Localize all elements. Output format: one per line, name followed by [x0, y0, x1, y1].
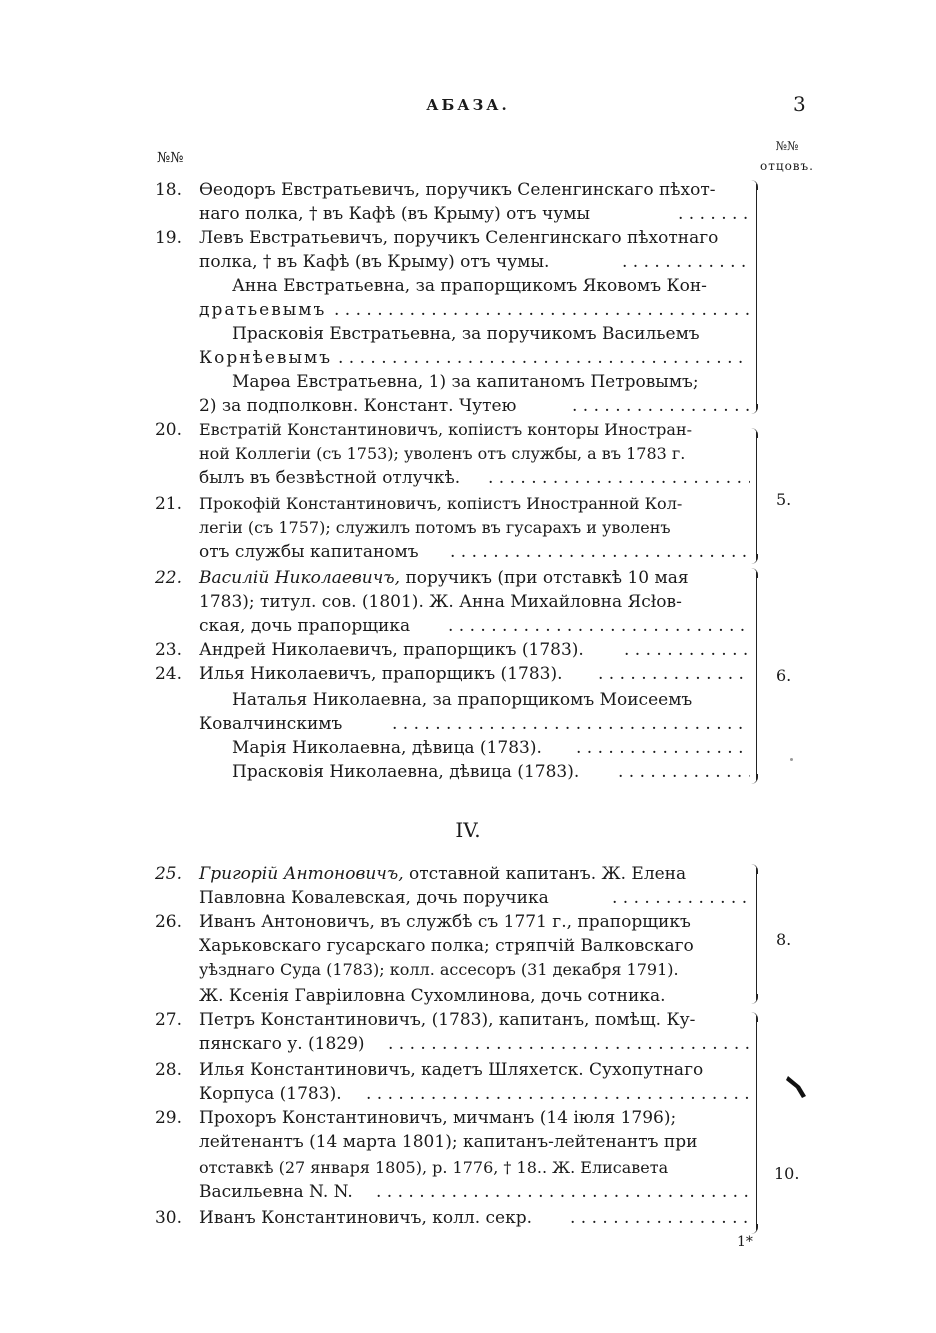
father-number-6: 6.	[776, 666, 792, 685]
entry-text: легіи (съ 1757); служилъ потомъ въ гусарахъ и уволенъ	[199, 518, 671, 537]
entry-text: Илья Николаевичъ, прапорщикъ (1783).	[199, 664, 563, 684]
brace-5	[756, 1016, 765, 1230]
entry-text: 2) за подполковн. Констант. Чутею	[199, 396, 517, 416]
entry-text: пянскаго у. (1829)	[199, 1034, 365, 1054]
entry-text: ной Коллегіи (съ 1753); уволенъ отъ службы, а въ 1783 г.	[199, 444, 686, 463]
entry-text: Прасковія Евстратьевна, за поручикомъ Васильемъ	[232, 324, 700, 344]
entry-number: 30.	[154, 1208, 182, 1228]
running-header-title: АБАЗА.	[426, 96, 510, 114]
father-number-5: 5.	[776, 490, 792, 509]
entry-text: Левъ Евстратьевичъ, поручикъ Селенгинскаго пѣхотнаго	[199, 228, 719, 248]
entry-name: Василій Николаевичъ,	[199, 568, 401, 588]
father-number-8: 8.	[776, 930, 792, 949]
entry-number: 20.	[154, 420, 182, 440]
entry-text: Прокофій Константиновичъ, копіистъ Иностранной Кол-	[199, 494, 683, 513]
entry-text: Наталья Николаевна, за прапорщикомъ Моисеемъ	[232, 690, 693, 710]
entry-number: 23.	[154, 640, 182, 660]
entry-text	[199, 862, 686, 886]
entry-text: отъ службы капитаномъ	[199, 542, 419, 562]
entry-text: отставкѣ (27 января 1805), р. 1776, † 18.. Ж. Елисавета	[199, 1158, 669, 1177]
entry-number: 22.	[154, 568, 182, 588]
entry-text: уѣзднаго Суда (1783); колл. ассесоръ (31 декабря 1791).	[199, 960, 679, 979]
entry-number: 25.	[154, 864, 182, 884]
entry-text: Харьковскаго гусарскаго полка; стряпчій Валковскаго	[199, 936, 694, 956]
entry-rest: поручикъ (при отставкѣ 10 мая	[400, 568, 689, 588]
brace-4	[756, 868, 765, 1000]
numbers-column-label: №№	[157, 150, 184, 166]
page-number: 3	[793, 92, 806, 116]
section-heading: IV.	[455, 818, 481, 842]
entry-number: 29.	[154, 1108, 182, 1128]
entry-text: ская, дочь прапорщика	[199, 616, 411, 636]
entry-text: полка, † въ Кафѣ (въ Крыму) отъ чумы.	[199, 252, 550, 272]
entry-text: Иванъ Константиновичъ, колл. секр.	[199, 1208, 533, 1228]
entry-text: Өеодоръ Евстратьевичъ, поручикъ Селенгинскаго пѣхот-	[199, 180, 716, 200]
entry-text: Анна Евстратьевна, за прапорщикомъ Яковомъ Кон-	[232, 276, 707, 296]
entry-text: Петръ Константиновичъ, (1783), капитанъ, помѣщ. Ку-	[199, 1010, 696, 1030]
ink-blot-mark	[786, 1072, 810, 1100]
entry-rest: отставной капитанъ. Ж. Елена	[403, 864, 687, 884]
entry-number: 27.	[154, 1010, 182, 1030]
brace-1	[756, 184, 765, 410]
entry-text: Марія Николаевна, дѣвица (1783).	[232, 738, 542, 758]
brace-2	[756, 432, 765, 560]
entry-number: 24.	[154, 664, 182, 684]
entry-text: Корпуса (1783).	[199, 1084, 342, 1104]
entry-text: Павловна Ковалевская, дочь поручика	[199, 888, 549, 908]
entry-text: Прасковія Николаевна, дѣвица (1783).	[232, 762, 580, 782]
entry-number: 18.	[154, 180, 182, 200]
entry-text: Ж. Ксенія Гавріиловна Сухомлинова, дочь сотника.	[199, 986, 666, 1006]
brace-3	[756, 572, 765, 780]
entry-text: Илья Константиновичъ, кадетъ Шляхетск. Сухопутнаго	[199, 1060, 704, 1080]
entry-text: былъ въ безвѣстной отлучкѣ.	[199, 468, 461, 488]
entry-number: 26.	[154, 912, 182, 932]
entry-text: Евстратій Константиновичъ, копіистъ конторы Иностран-	[199, 420, 693, 439]
entry-number: 28.	[154, 1060, 182, 1080]
fathers-column-label	[752, 136, 822, 176]
ink-speck	[790, 758, 793, 761]
printer-signature: 1*	[737, 1234, 753, 1250]
fathers-label-numbers: №№	[775, 139, 799, 153]
entry-text: Марөа Евстратьевна, 1) за капитаномъ Петровымъ;	[232, 372, 699, 392]
entry-number: 19.	[154, 228, 182, 248]
fathers-label-word: отцовъ.	[759, 159, 814, 173]
entry-number: 21.	[154, 494, 182, 514]
entry-text: Корнѣевымъ	[199, 348, 333, 368]
entry-text: Прохоръ Константиновичъ, мичманъ (14 іюля 1796);	[199, 1108, 677, 1128]
entry-text: Васильевна N. N.	[199, 1182, 353, 1202]
entry-text: Андрей Николаевичъ, прапорщикъ (1783).	[199, 640, 584, 660]
entry-text	[199, 566, 689, 590]
entry-text: лейтенантъ (14 марта 1801); капитанъ-лейтенантъ при	[199, 1132, 698, 1152]
entry-text: Ковалчинскимъ	[199, 714, 343, 734]
entry-text: наго полка, † въ Кафѣ (въ Крыму) отъ чумы	[199, 204, 590, 224]
entry-text: дратьевымъ	[199, 300, 327, 320]
entry-text: Иванъ Антоновичъ, въ службѣ съ 1771 г., прапорщикъ	[199, 912, 691, 932]
entry-text: 1783); титул. сов. (1801). Ж. Анна Михайловна Ясłов-	[199, 592, 682, 612]
father-number-10: 10.	[774, 1164, 800, 1183]
entry-name: Григорій Антоновичъ,	[199, 864, 404, 884]
